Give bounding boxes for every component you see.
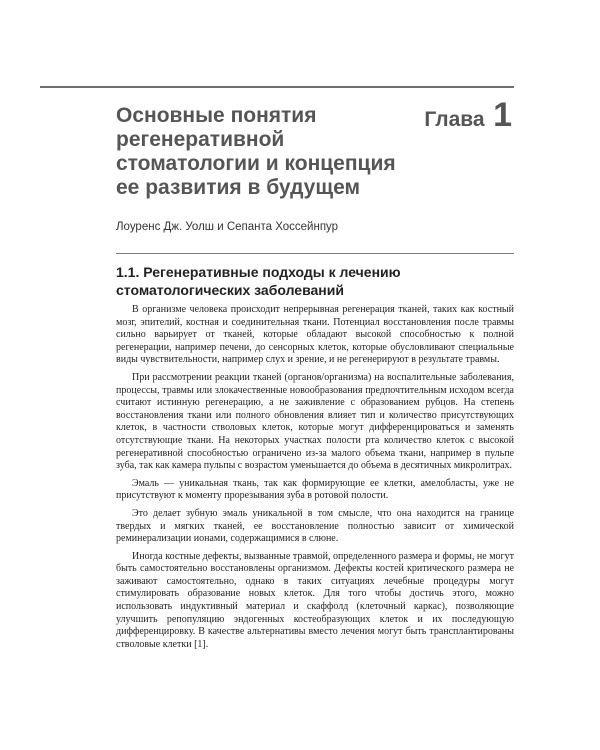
chapter-number: 1 [493, 96, 512, 134]
section-rule [116, 253, 514, 254]
paragraph: В организме человека происходит непрерывная регенерация тканей, таких как костный мозг, эпителий, костная и соединительная ткани. Потенциал восстановления после травмы сильно варьирует от тканей, которые обладают высокой способностью к полной регенерации, например печени, до сенсорных клеток, которые обусловливают специальные виды чувствительности, например слух и зрение, и не регенерируют в результате травмы. [116, 304, 514, 366]
chapter-authors: Лоуренс Дж. Уолш и Сепанта Хоссейнпур [116, 221, 339, 233]
body-text [116, 304, 514, 656]
chapter-word: Глава [424, 108, 485, 131]
chapter-label [424, 96, 512, 135]
paragraph: Это делает зубную эмаль уникальной в том смысле, что она находится на границе твердых и мягких тканей, ее восстановление полностью зависит от химической реминерализации ионами, содержащимися в слюне. [116, 507, 514, 545]
chapter-title-line: стоматологии и концепция [116, 152, 396, 175]
section-title-line: стоматологических заболеваний [116, 282, 344, 298]
top-rule [40, 86, 514, 88]
paragraph: При рассмотрении реакции тканей (органов/организма) на воспалительные заболевания, процессы, травмы или злокачественные новообразования предпочтительным исходом всегда считают истинную регенерацию, а не заживление с образованием рубцов. На степень восстановления ткани или полного обновления влияет тип и количество присутствующих клеток, в частности стволовых клеток, которые могут дифференцироваться и заменять отсутствующие ткани. На некоторых участках полости рта количество клеток с высокой регенеративной способностью ограничено из-за малого объема ткани, например в пульпе зуба, так как камера пульпы с возрастом уменьшается до объема в десятичных микролитрах. [116, 371, 514, 472]
chapter-title [116, 104, 416, 200]
section-title-line: 1.1. Регенеративные подходы к лечению [116, 264, 401, 280]
paragraph: Эмаль — уникальная ткань, так как формирующие ее клетки, амелобласты, уже не присутствуют к моменту прорезывания зуба в ротовой полости. [116, 477, 514, 502]
paragraph: Иногда костные дефекты, вызванные травмой, определенного размера и формы, не могут быть самостоятельно восстановлены организмом. Дефекты костей критического размера не заживают самостоятельно, однако в таких ситуациях лечебные процедуры могут стимулировать образование новых клеток. Для того чтобы достичь этого, можно использовать индуктивный материал и скаффолд (клеточный каркас), позволяющие улучшить репопуляцию эндогенных костеобразующих клеток и их последующую дифференцировку. В качестве альтернативы вместо лечения могут быть трансплантированы стволовые клетки [1]. [116, 550, 514, 650]
chapter-title-line: регенеративной [116, 128, 285, 151]
section-title [116, 263, 476, 299]
chapter-title-line: ее развития в будущем [116, 176, 361, 199]
chapter-title-line: Основные понятия [116, 104, 317, 127]
